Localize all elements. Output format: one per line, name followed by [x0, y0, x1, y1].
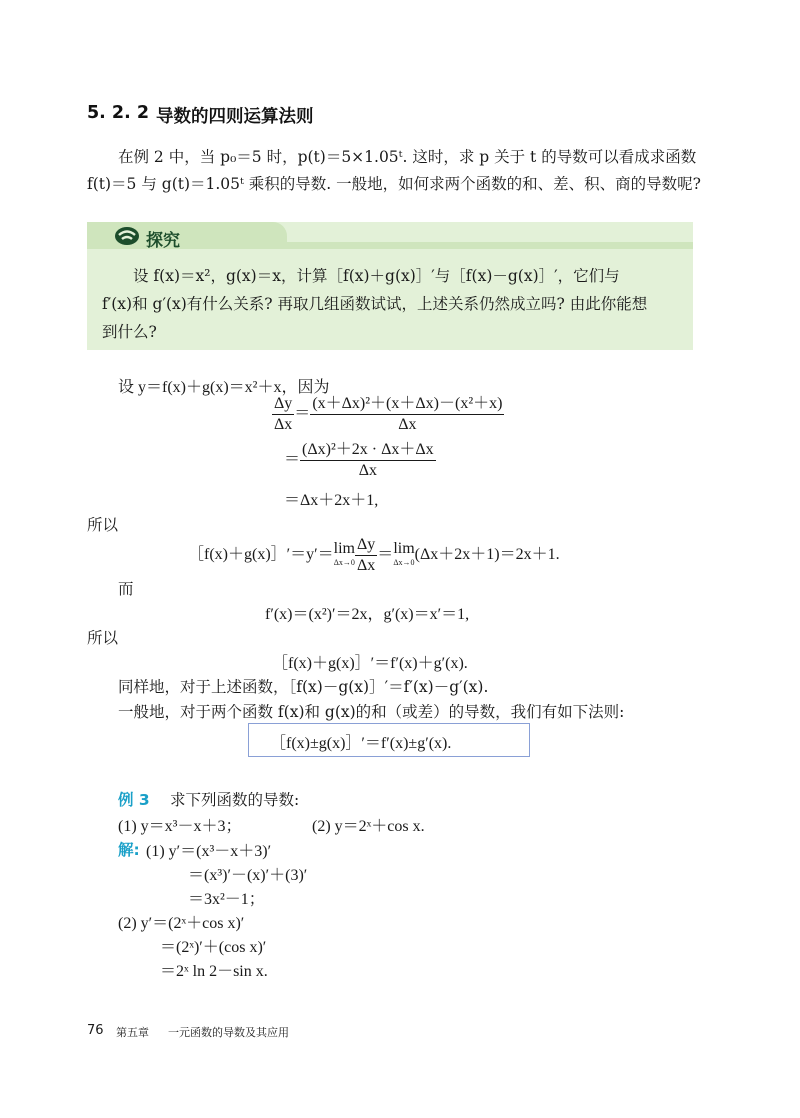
page-number: 76	[87, 1023, 104, 1038]
explore-icon	[114, 226, 140, 250]
example-problem-2: (2) y＝2ˣ＋cos x.	[312, 818, 425, 835]
solution-2-line-3: ＝2ˣ ln 2－sin x.	[160, 963, 268, 980]
so-label-1: 所以	[87, 516, 119, 534]
explore-line-2: f′(x)和 g′(x)有什么关系? 再取几组函数试试，上述关系仍然成立吗? 由此你能想	[102, 295, 648, 313]
difference-quotient-step1	[272, 394, 504, 435]
eq-sign: ＝	[294, 405, 311, 423]
and-label: 而	[118, 580, 134, 598]
solution-label: 解:	[118, 841, 140, 859]
solution-1-line-3: ＝3x²－1；	[188, 891, 265, 908]
lim-frac-denominator: Δx	[357, 557, 376, 574]
step2-denominator: Δx	[358, 462, 377, 479]
section-number: 5. 2. 2	[87, 103, 150, 123]
difference-quotient-step2	[284, 440, 436, 481]
chapter-label: 第五章	[116, 1026, 149, 1039]
limit-operator	[333, 539, 355, 570]
dx: Δx	[274, 416, 293, 433]
solution-2-line-2: ＝(2ˣ)′＋(cos x)′	[160, 939, 267, 956]
limit-operator	[393, 539, 415, 570]
rule-box-text: ［f(x)±g(x)］′＝f′(x)±g′(x).	[270, 735, 452, 752]
lim-subscript: Δx→0	[393, 557, 415, 567]
explore-label: 探究	[146, 231, 180, 251]
explore-line-1: 设 f(x)＝x²，g(x)＝x，计算［f(x)＋g(x)］′与［f(x)－g(x)］′，它们与	[133, 267, 620, 285]
step1-denominator: Δx	[398, 416, 417, 433]
similarly-line: 同样地，对于上述函数，［f(x)－g(x)］′＝f′(x)－g′(x).	[118, 678, 489, 696]
chapter-title: 一元函数的导数及其应用	[168, 1026, 289, 1039]
step2-numerator: (Δx)²＋2x · Δx＋Δx	[300, 440, 436, 461]
derivatives-line: f′(x)＝(x²)′＝2x，g′(x)＝x′＝1,	[265, 606, 470, 623]
sum-rule-line: ［f(x)＋g(x)］′＝f′(x)＋g′(x).	[272, 655, 468, 672]
lim-word: lim	[333, 539, 355, 557]
eq-sign: ＝	[284, 451, 301, 469]
example-problem-1: (1) y＝x³－x＋3；	[118, 818, 242, 835]
solution-1-line-1: (1) y′＝(x³－x＋3)′	[146, 843, 272, 860]
so-label-2: 所以	[87, 629, 119, 647]
section-title: 导数的四则运算法则	[156, 107, 314, 127]
lim-frac-numerator: Δy	[355, 535, 377, 556]
general-line: 一般地，对于两个函数 f(x)和 g(x)的和（或差）的导数，我们有如下法则:	[118, 703, 625, 721]
dy: Δy	[272, 394, 294, 415]
set-line: 设 y＝f(x)＋g(x)＝x²＋x，因为	[118, 379, 330, 396]
difference-quotient-step3: ＝Δx＋2x＋1,	[284, 492, 379, 509]
lim-word: lim	[393, 539, 415, 557]
example-prompt: 求下列函数的导数:	[170, 791, 300, 809]
intro-line-1: 在例 2 中，当 p₀＝5 时，p(t)＝5×1.05ᵗ. 这时，求 p 关于 t 的导数可以看成求函数	[118, 148, 697, 166]
explore-line-3: 到什么?	[102, 323, 157, 341]
intro-line-2: f(t)＝5 与 g(t)＝1.05ᵗ 乘积的导数. 一般地，如何求两个函数的和、差、积、商的导数呢?	[87, 175, 701, 193]
limit-rhs: (Δx＋2x＋1)＝2x＋1.	[414, 546, 560, 564]
solution-1-line-2: ＝(x³)′－(x)′＋(3)′	[188, 867, 308, 884]
example-label: 例 3	[118, 791, 150, 809]
limit-lhs: ［f(x)＋g(x)］′＝y′＝	[188, 546, 334, 564]
solution-2-line-1: (2) y′＝(2ˣ＋cos x)′	[118, 915, 245, 932]
lim-subscript: Δx→0	[333, 557, 355, 567]
eq-sign: ＝	[377, 546, 394, 564]
limit-equation	[188, 535, 560, 576]
step1-numerator: (x＋Δx)²＋(x＋Δx)－(x²＋x)	[310, 394, 504, 415]
